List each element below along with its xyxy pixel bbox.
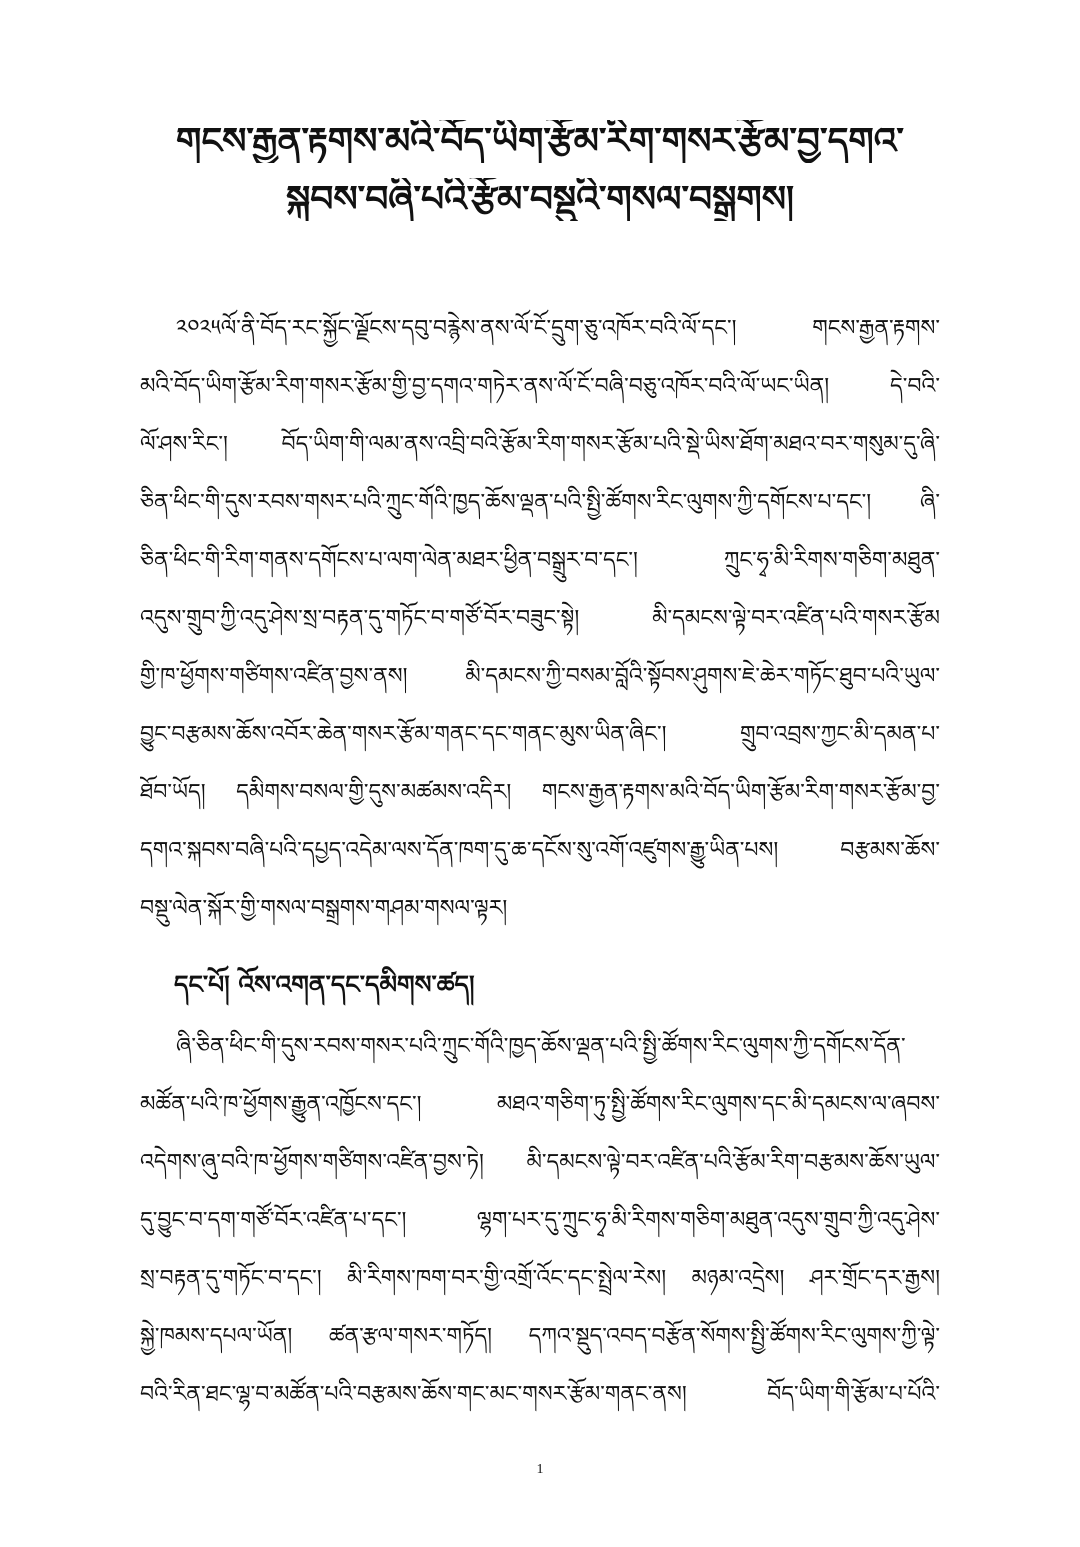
page-number: 1 — [536, 1462, 544, 1477]
paragraph-line: དུ་བྱུང་བ་དག་གཙོ་བོར་འཛིན་པ་དང་། ལྷག་པར་དུ་ཀྲུང་ཧྭ་མི་རིགས་གཅིག་མཐུན་འདུས་གྲུབ་ཀྱི་འདུ་ཤེས་ — [140, 1208, 940, 1233]
paragraph-line: ཞི་ཅིན་ཕིང་གི་དུས་རབས་གསར་པའི་ཀྲུང་གོའི་ཁྱད་ཆོས་ལྡན་པའི་སྤྱི་ཚོགས་རིང་ལུགས་ཀྱི་དགོངས་དོན་ — [176, 1034, 906, 1059]
paragraph-line: སྐྱེ་ཁམས་དཔལ་ཡོན། ཚན་རྩལ་གསར་གཏོད། དཀའ་སྡུད་འབད་བརྩོན་སོགས་སྤྱི་ཚོགས་རིང་ལུགས་ཀྱི་ལྟེ་ — [140, 1324, 940, 1349]
paragraph-line: ལོ་ཤས་རིང་། བོད་ཡིག་གི་ལམ་ནས་འབྲི་བའི་རྩོམ་རིག་གསར་རྩོམ་པའི་སྡེ་ཡིས་ཐོག་མཐའ་བར་གསུམ་དུ་ཞི་ — [140, 432, 940, 457]
document-title-line-1: གངས་རྒྱན་རྟགས་མའི་བོད་ཡིག་རྩོམ་རིག་གསར་རྩོམ་བྱ་དགའ་ — [176, 120, 904, 162]
paragraph-line: བྱུང་བརྩམས་ཆོས་འབོར་ཆེན་གསར་རྩོམ་གནང་དང་གནང་མུས་ཡིན་ཞིང་། གྲུབ་འབྲས་ཀྱང་མི་དམན་པ་ — [140, 722, 940, 747]
paragraph-line: གྱི་ཁ་ཕྱོགས་གཙིགས་འཛིན་བྱས་ནས། མི་དམངས་ཀྱི་བསམ་བློའི་སྟོབས་ཤུགས་ཇེ་ཆེར་གཏོང་ཐུབ་པའི་ཡུལ་ — [140, 664, 940, 689]
paragraph-line: ཅིན་ཕིང་གི་དུས་རབས་གསར་པའི་ཀྲུང་གོའི་ཁྱད་ཆོས་ལྡན་པའི་སྤྱི་ཚོགས་རིང་ལུགས་ཀྱི་དགོངས་པ་དང་། ཞི་ — [140, 490, 940, 515]
section-heading: དང་པོ། འོས་འགན་དང་དམིགས་ཚད། — [174, 970, 475, 999]
section-paragraph — [140, 1018, 940, 1424]
paragraph-line: མའི་བོད་ཡིག་རྩོམ་རིག་གསར་རྩོམ་གྱི་བྱ་དགའ་གཏེར་ནས་ལོ་ངོ་བཞི་བཅུ་འཁོར་བའི་ལོ་ཡང་ཡིན། དེ་བའི་ — [140, 374, 940, 399]
paragraph-line: འདེགས་ཞུ་བའི་ཁ་ཕྱོགས་གཙིགས་འཛིན་བྱས་ཏེ། མི་དམངས་ལྟེ་བར་འཛིན་པའི་རྩོམ་རིག་བརྩམས་ཆོས་ཡུལ་ — [140, 1150, 940, 1175]
paragraph-line: སྲ་བརྟན་དུ་གཏོང་བ་དང་། མི་རིགས་ཁག་བར་གྱི་འགྲོ་འོང་དང་སྤྲེལ་རེས། མཉམ་འདྲེས། ཤར་གྲོང་དར་རྒྱས། — [140, 1266, 940, 1291]
paragraph-line: འདུས་གྲུབ་ཀྱི་འདུ་ཤེས་སྲ་བརྟན་དུ་གཏོང་བ་གཙོ་བོར་བཟུང་སྟེ། མི་དམངས་ལྟེ་བར་འཛིན་པའི་གསར་རྩོམ — [140, 606, 940, 631]
paragraph-line: བའི་རིན་ཐང་ལྷ་བ་མཚོན་པའི་བརྩམས་ཆོས་གང་མང་གསར་རྩོམ་གནང་ནས། བོད་ཡིག་གི་རྩོམ་པ་པོའི་ — [140, 1382, 940, 1407]
document-title-line-2: སྐབས་བཞི་པའི་རྩོམ་བསྡུའི་གསལ་བསྒྲགས། — [285, 178, 795, 220]
paragraph-line: དགའ་སྐབས་བཞི་པའི་དཔྱད་འདེམ་ལས་དོན་ཁག་དུ་ཆ་དངོས་སུ་འགོ་འཛུགས་རྒྱུ་ཡིན་པས། བརྩམས་ཆོས་ — [140, 838, 940, 863]
paragraph-line: བསྡུ་ལེན་སྐོར་གྱི་གསལ་བསྒྲགས་གཤམ་གསལ་ལྟར། — [140, 896, 508, 921]
paragraph-line: མཚོན་པའི་ཁ་ཕྱོགས་རྒྱུན་འཁྱོངས་དང་། མཐའ་གཅིག་ཏུ་སྤྱི་ཚོགས་རིང་ལུགས་དང་མི་དམངས་ལ་ཞབས་ — [140, 1092, 940, 1117]
paragraph-line: ཅིན་ཕིང་གི་རིག་གནས་དགོངས་པ་ལག་ལེན་མཐར་ཕྱིན་བསྒྲུར་བ་དང་། ཀྲུང་ཧྭ་མི་རིགས་གཅིག་མཐུན་ — [140, 548, 940, 573]
paragraph-line: ཐོབ་ཡོད། དམིགས་བསལ་གྱི་དུས་མཚམས་འདིར། གངས་རྒྱན་རྟགས་མའི་བོད་ཡིག་རྩོམ་རིག་གསར་རྩོམ་བྱ་ — [140, 780, 940, 805]
intro-paragraph — [140, 300, 940, 938]
paragraph-line: ༢༠༢༥ལོ་ནི་བོད་རང་སྐྱོང་ལྗོངས་དབུ་བརྙེས་ནས་ལོ་ངོ་དྲུག་ཅུ་འཁོར་བའི་ལོ་དང་། གངས་རྒྱན་རྟགས་ — [176, 316, 940, 341]
